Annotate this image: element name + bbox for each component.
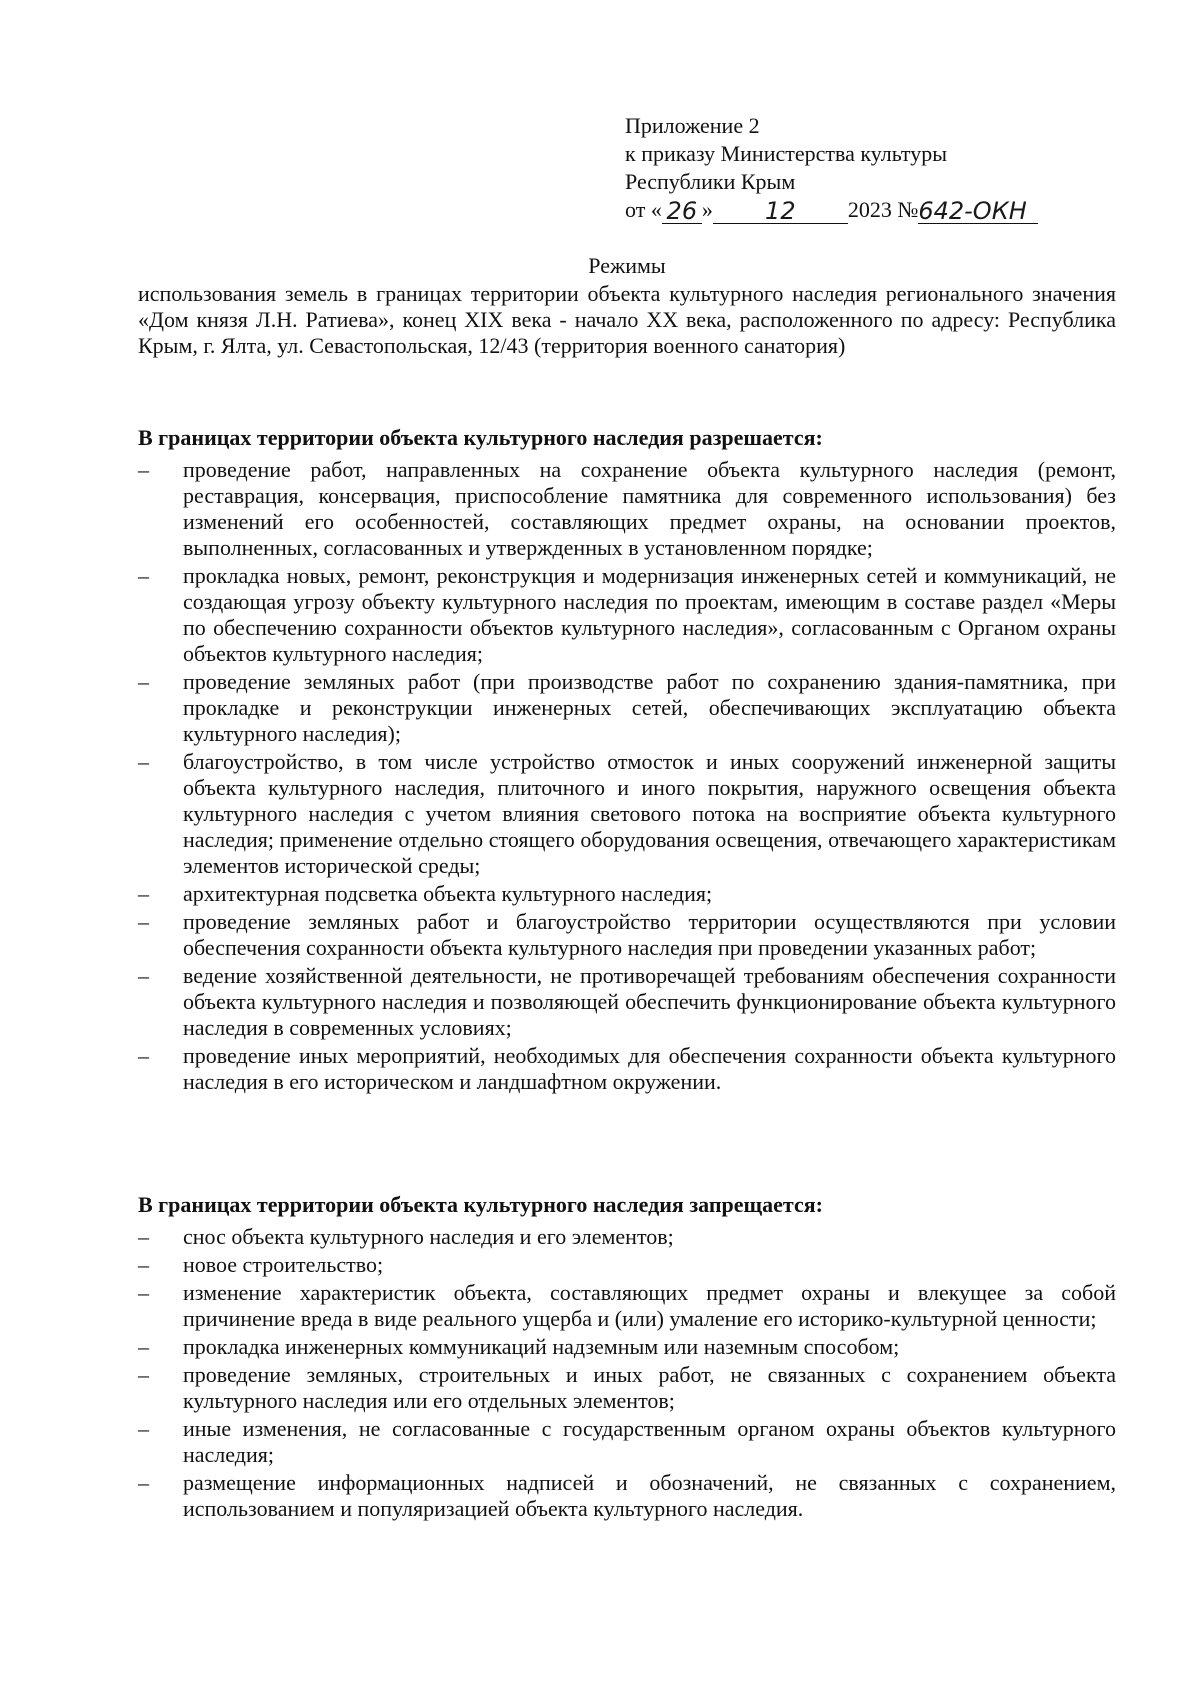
dash-bullet: –	[138, 1416, 149, 1441]
list-item-text: проведение земляных работ (при производстве работ по сохранению здания-памятника, при прокладке и реконструкции инженерных сетей, обеспечивающих эксплуатацию объекта культурного наследия);	[183, 669, 1116, 746]
list-item-text: проведение земляных работ и благоустройство территории осуществляются при условии обеспечения сохранности объекта культурного наследия при проведении указанных работ;	[183, 909, 1116, 960]
appendix-order-ref: к приказу Министерства культуры	[625, 141, 948, 166]
list-item	[138, 881, 1116, 907]
dash-bullet: –	[138, 881, 149, 906]
list-item-text: прокладка новых, ремонт, реконструкция и модернизация инженерных сетей и коммуникаций, не создающая угрозу объекту культурного наследия по проектам, имеющим в составе раздел «Меры по обеспечению сохранности объектов культурного наследия», согласованным с Органом охраны объектов культурного наследия;	[183, 563, 1116, 666]
dash-bullet: –	[138, 1362, 149, 1387]
forbidden-section	[138, 1192, 1116, 1524]
list-item-text: размещение информационных надписей и обозначений, не связанных с сохранением, использованием и популяризацией объекта культурного наследия.	[183, 1470, 1116, 1521]
forbidden-list	[138, 1224, 1116, 1522]
list-item-text: иные изменения, не согласованные с государственным органом охраны объектов культурного наследия;	[183, 1416, 1116, 1467]
dash-bullet: –	[138, 963, 149, 988]
appendix-block	[625, 112, 1085, 224]
document-title	[138, 253, 1116, 359]
list-item-text: ведение хозяйственной деятельности, не противоречащей требованиям обеспечения сохранности объекта культурного наследия и позволяющей обеспечить функционирование объекта культурного наследия в современных условиях;	[183, 963, 1116, 1040]
dash-bullet: –	[138, 749, 149, 774]
allowed-section	[138, 425, 1116, 1097]
dash-bullet: –	[138, 909, 149, 934]
dash-bullet: –	[138, 1252, 149, 1277]
list-item-text: проведение иных мероприятий, необходимых для обеспечения сохранности объекта культурного наследия в его историческом и ландшафтном окружении.	[183, 1043, 1116, 1094]
dash-bullet: –	[138, 563, 149, 588]
dash-bullet: –	[138, 1043, 149, 1068]
title-body: использования земель в границах территории объекта культурного наследия регионального значения «Дом князя Л.Н. Ратиева», конец XIX века - начало XX века, расположенного по адресу: Республика Крым, г. Ялта, ул. Севастопольская, 12/43 (территория военного санатория)	[138, 281, 1116, 358]
list-item	[138, 1224, 1116, 1250]
list-item	[138, 1334, 1116, 1360]
list-item	[138, 1362, 1116, 1414]
date-month: 12	[713, 197, 848, 224]
list-item-text: благоустройство, в том числе устройство отмосток и иных сооружений инженерной защиты объекта культурного наследия, плиточного и иного покрытия, наружного освещения объекта культурного наследия с учетом влияния светового потока на восприятие объекта культурного наследия; применение отдельно стоящего оборудования освещения, отвечающего характеристикам элементов исторической среды;	[183, 749, 1116, 878]
date-day: 26	[662, 197, 702, 224]
date-prefix: от «	[625, 197, 662, 222]
order-number: 642-ОКН	[918, 197, 1038, 224]
list-item-text: архитектурная подсветка объекта культурного наследия;	[183, 881, 713, 906]
list-item	[138, 669, 1116, 747]
list-item	[138, 1416, 1116, 1468]
list-item-text: проведение работ, направленных на сохранение объекта культурного наследия (ремонт, реставрация, консервация, приспособление памятника для современного использования) без изменений его особенностей, составляющих предмет охраны, на основании проектов, выполненных, согласованных и утвержденных в установленном порядке;	[183, 457, 1116, 560]
dash-bullet: –	[138, 1280, 149, 1305]
list-item	[138, 1252, 1116, 1278]
list-item	[138, 1043, 1116, 1095]
list-item	[138, 749, 1116, 879]
title-heading: Режимы	[588, 253, 666, 278]
list-item-text: снос объекта культурного наследия и его элементов;	[183, 1224, 674, 1249]
forbidden-heading: В границах территории объекта культурного наследия запрещается:	[138, 1192, 823, 1217]
dash-bullet: –	[138, 1224, 149, 1249]
list-item-text: новое строительство;	[183, 1252, 384, 1277]
appendix-date-line	[625, 196, 1085, 224]
dash-bullet: –	[138, 1334, 149, 1359]
list-item	[138, 1280, 1116, 1332]
list-item-text: прокладка инженерных коммуникаций надземным или наземным способом;	[183, 1334, 900, 1359]
appendix-title: Приложение 2	[625, 113, 760, 138]
list-item-text: проведение земляных, строительных и иных работ, не связанных с сохранением объекта культурного наследия или его отдельных элементов;	[183, 1362, 1116, 1413]
date-day-suffix: »	[701, 197, 713, 222]
appendix-region: Республики Крым	[625, 169, 796, 194]
list-item	[138, 963, 1116, 1041]
date-year-number-label: 2023 №	[847, 197, 919, 222]
list-item-text: изменение характеристик объекта, составляющих предмет охраны и влекущее за собой причинение вреда в виде реального ущерба и (или) умаление его историко-культурной ценности;	[183, 1280, 1116, 1331]
list-item	[138, 563, 1116, 667]
allowed-heading: В границах территории объекта культурного наследия разрешается:	[138, 425, 823, 450]
list-item	[138, 1470, 1116, 1522]
dash-bullet: –	[138, 1470, 149, 1495]
allowed-list	[138, 457, 1116, 1095]
dash-bullet: –	[138, 457, 149, 482]
list-item	[138, 909, 1116, 961]
dash-bullet: –	[138, 669, 149, 694]
list-item	[138, 457, 1116, 561]
